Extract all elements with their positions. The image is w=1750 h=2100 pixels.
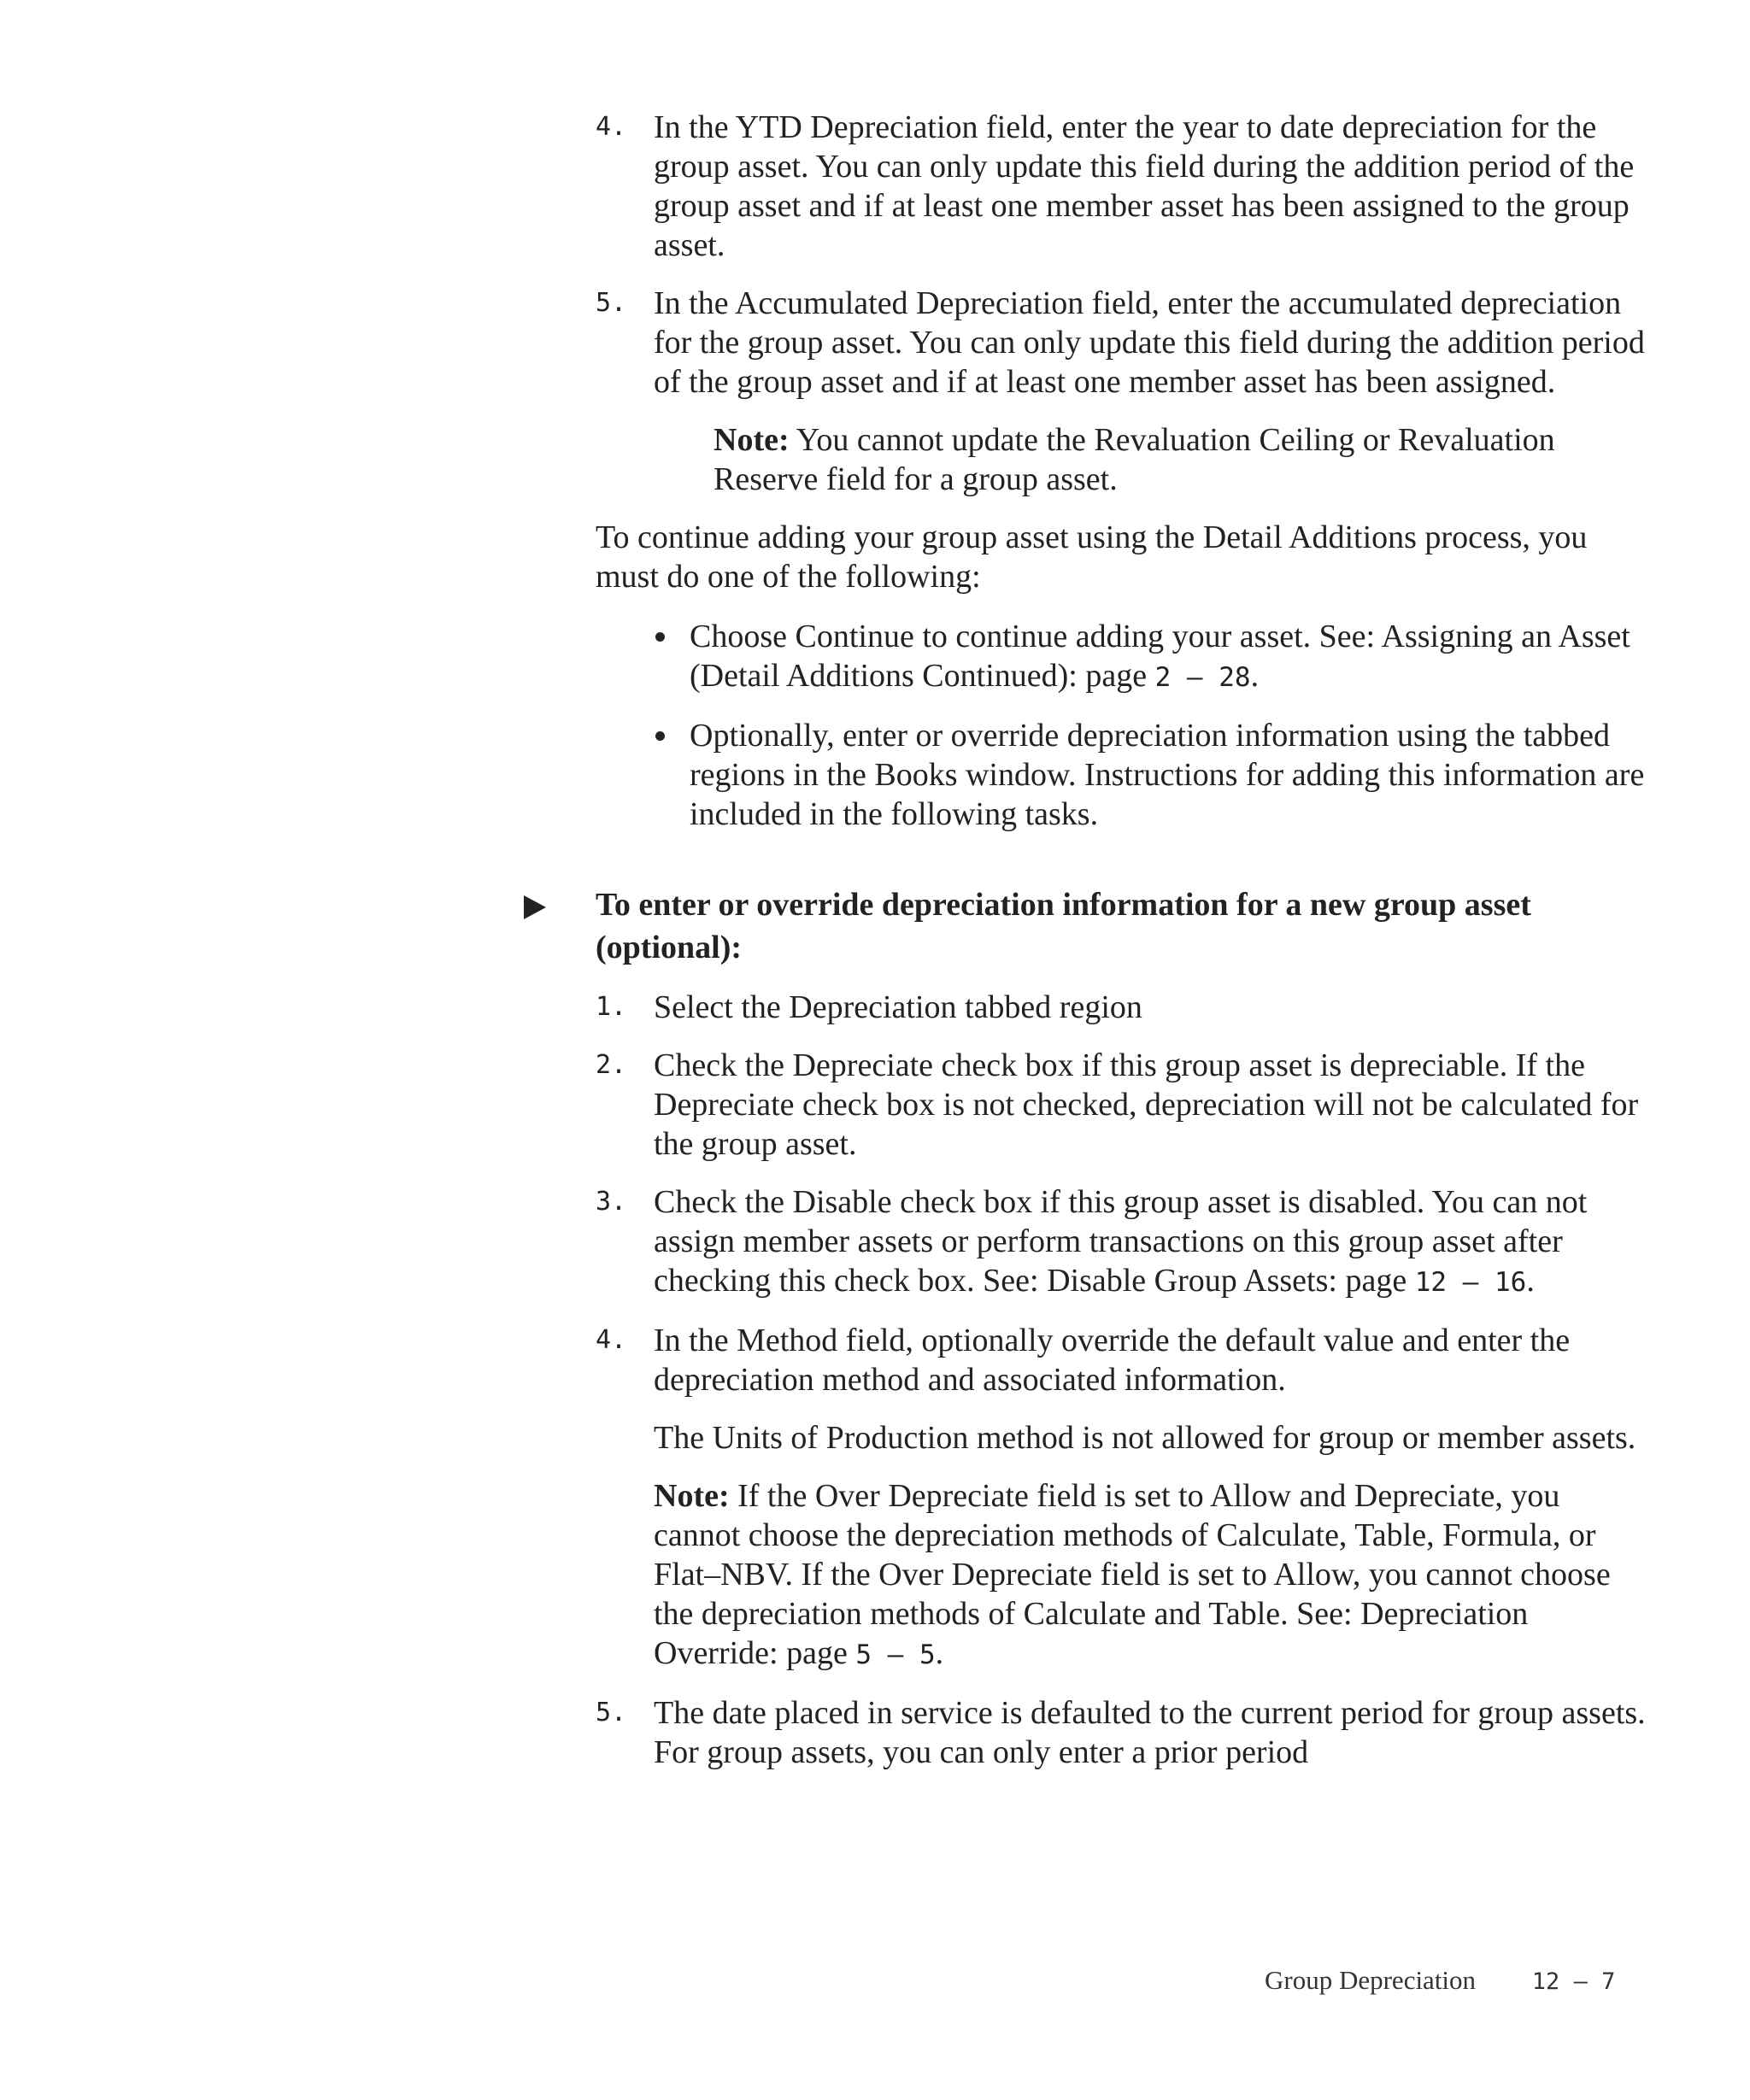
step-number: 5.: [596, 288, 627, 318]
task-arrow-icon: [524, 895, 546, 919]
page-reference-link[interactable]: 2 – 28: [1154, 662, 1251, 693]
bullet-optionally-override: [596, 716, 1647, 834]
bullet-choose-continue: [596, 617, 1647, 697]
task-step-2: [596, 1046, 1647, 1164]
task-step-1: [596, 988, 1647, 1027]
page-reference-link[interactable]: 12 – 16: [1414, 1267, 1527, 1298]
bullet-text: Choose Continue to continue adding your asset. See: Assigning an Asset (Detail Additions Continued): page: [690, 619, 1630, 694]
step-number: 4.: [596, 112, 627, 142]
bullet-icon: [655, 731, 665, 741]
page-reference-link[interactable]: 5 – 5: [855, 1640, 936, 1670]
note-label: Note:: [714, 422, 790, 458]
task-heading-text: To enter or override depreciation information for a new group asset (optional):: [596, 887, 1531, 965]
step-5-accumulated-depreciation: [596, 284, 1647, 402]
task-heading: [596, 883, 1647, 969]
revaluation-note: [714, 420, 1647, 499]
bullet-end: .: [1250, 658, 1260, 694]
page-content: [596, 108, 1647, 1791]
continue-paragraph: To continue adding your group asset using the Detail Additions process, you must do one of the following:: [596, 519, 1588, 595]
task-step-5: [596, 1693, 1647, 1772]
note-text: You cannot update the Revaluation Ceiling or Revaluation Reserve field for a group asset.: [714, 422, 1555, 497]
over-depreciate-note: [596, 1476, 1647, 1675]
step-number: 4.: [596, 1325, 627, 1355]
task-step-4: [596, 1321, 1647, 1399]
note-end: .: [935, 1635, 944, 1671]
note-text: If the Over Depreciate field is set to Allow and Depreciate, you cannot choose the depreciation methods of Calculate, Table, Formula, or Flat–NBV. If the Over Depreciate field is set to Allow, you cannot choose the depreciation methods of Calculate and Table. See: Depreciation Override: page: [654, 1478, 1611, 1671]
bullet-text: Optionally, enter or override depreciation information using the tabbed regions in the Books window. Instructions for adding this information are included in the following tasks.: [690, 718, 1645, 832]
step-text: Select the Depreciation tabbed region: [654, 989, 1142, 1025]
units-of-production-paragraph: The Units of Production method is not allowed for group or member assets.: [654, 1420, 1636, 1456]
footer-section-title: Group Depreciation: [1265, 1965, 1477, 1995]
step-text: The date placed in service is defaulted to the current period for group assets. For group assets, you can only enter a prior period: [654, 1695, 1646, 1770]
page-footer: [1265, 1965, 1615, 1996]
step-text: In the Accumulated Depreciation field, enter the accumulated depreciation for the group asset. You can only update this field during the addition period of the group asset and if at least one member asset has been assigned.: [654, 285, 1645, 400]
step-text: In the Method field, optionally override the default value and enter the depreciation method and associated information.: [654, 1323, 1571, 1398]
note-label: Note:: [654, 1478, 730, 1514]
bullet-icon: [655, 632, 665, 642]
step-end: .: [1526, 1263, 1535, 1299]
step-number: 3.: [596, 1187, 627, 1217]
step-text: Check the Disable check box if this group asset is disabled. You can not assign member assets or perform transactions on this group asset after checking this check box. See: Disable Group Assets: page: [654, 1184, 1588, 1299]
step-number: 1.: [596, 992, 627, 1022]
step-4-ytd-depreciation: [596, 108, 1647, 265]
step-number: 5.: [596, 1698, 627, 1728]
footer-page-number: 12 – 7: [1531, 1968, 1616, 1995]
step-number: 2.: [596, 1050, 627, 1080]
step-text: In the YTD Depreciation field, enter the year to date depreciation for the group asset. You can only update this field during the addition period of the group asset and if at least one member asset has been assigned to the group asset.: [654, 109, 1635, 263]
task-step-3: [596, 1182, 1647, 1302]
step-text: Check the Depreciate check box if this group asset is depreciable. If the Depreciate check box is not checked, depreciation will not be calculated for the group asset.: [654, 1047, 1639, 1162]
